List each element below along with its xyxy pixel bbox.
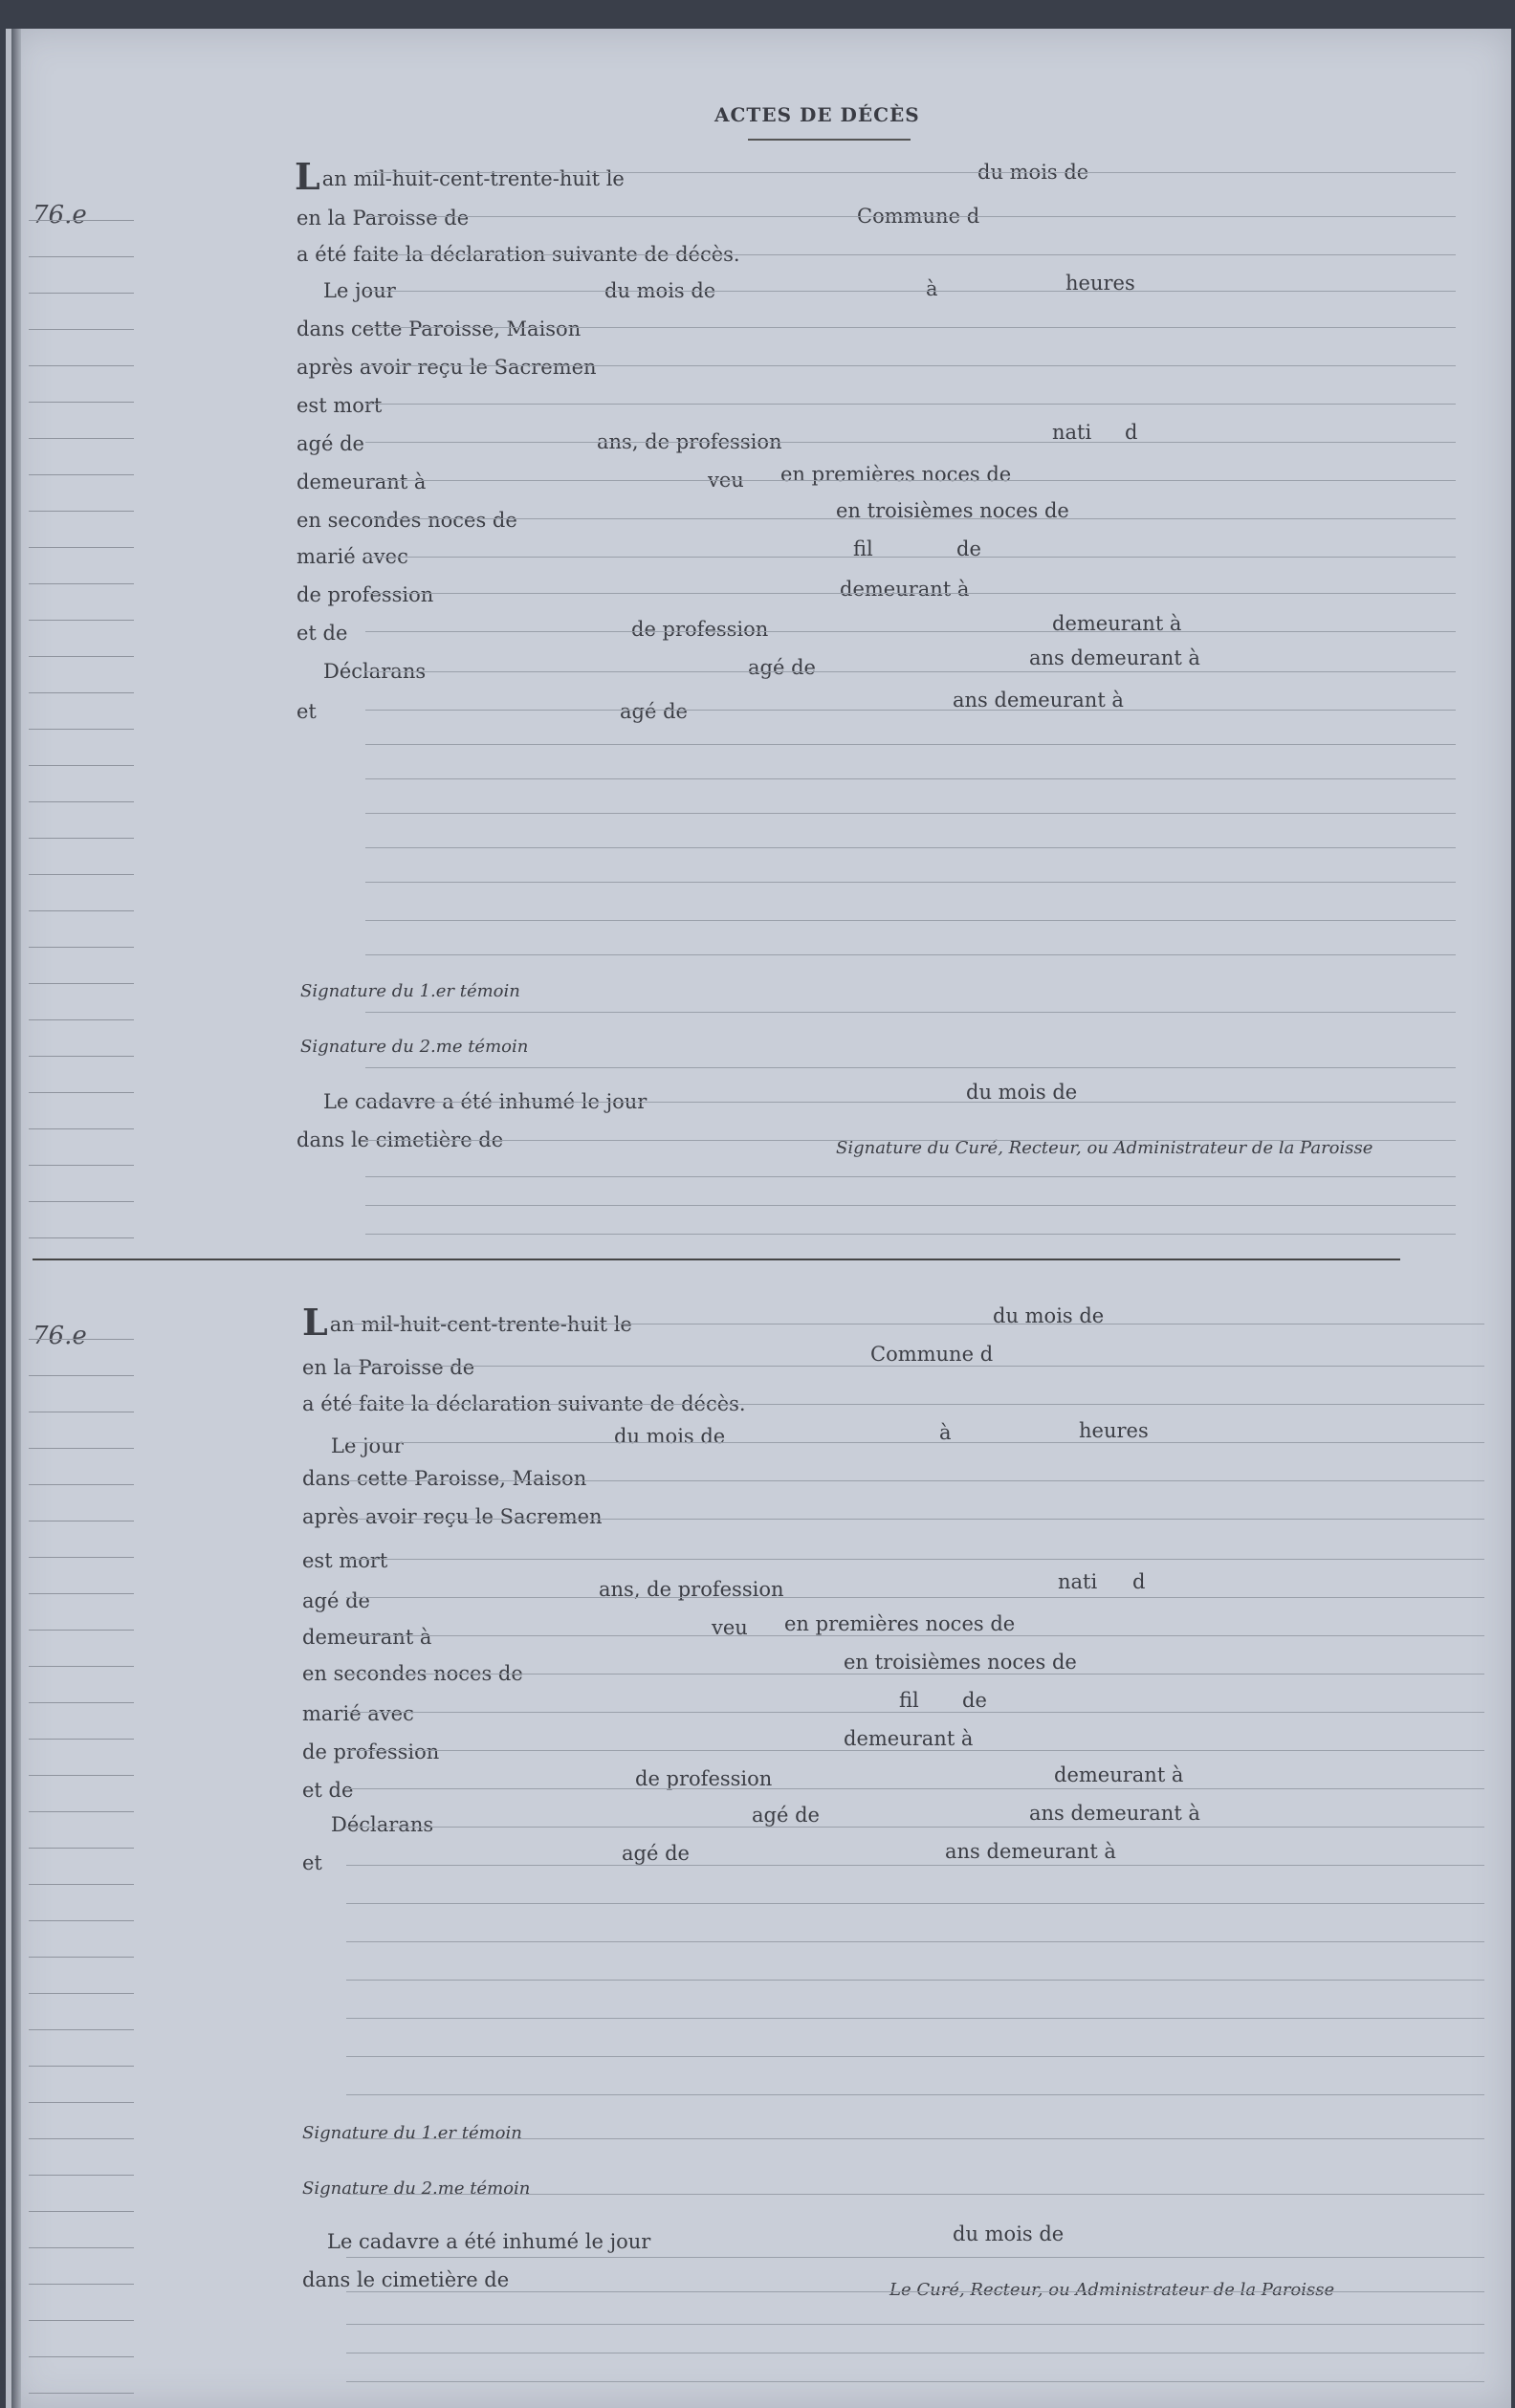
writing-rule xyxy=(365,744,1456,745)
writing-rule xyxy=(346,1712,1484,1713)
margin-rule xyxy=(29,2356,134,2357)
margin-rule xyxy=(29,692,134,693)
margin-rule xyxy=(29,1739,134,1740)
margin-rule xyxy=(29,1884,134,1885)
maison-label: dans cette Paroisse, Maison xyxy=(296,317,582,340)
du-mois-label: du mois de xyxy=(604,279,716,302)
veu-label: veu xyxy=(708,469,744,492)
writing-rule xyxy=(365,813,1456,814)
margin-rule xyxy=(29,1557,134,1558)
margin-rule xyxy=(29,1920,134,1921)
age-label: agé de xyxy=(748,656,816,679)
cimetiere-label: dans le cimetière de xyxy=(296,1128,504,1151)
veu-label: veu xyxy=(712,1616,748,1639)
writing-rule xyxy=(365,291,1456,292)
writing-rule xyxy=(346,1366,1484,1367)
margin-rule xyxy=(29,2138,134,2139)
du-mois-label: du mois de xyxy=(966,1081,1078,1104)
margin-rule xyxy=(29,1630,134,1631)
writing-rule xyxy=(365,557,1456,558)
profession-label: de profession xyxy=(296,583,434,606)
heures-label: heures xyxy=(1079,1419,1149,1442)
le-jour-label: Le jour xyxy=(331,1434,404,1457)
writing-rule xyxy=(346,1750,1484,1751)
writing-rule xyxy=(365,920,1456,921)
margin-rule xyxy=(29,2284,134,2285)
margin-rule xyxy=(29,2175,134,2176)
writing-rule xyxy=(365,631,1456,632)
du-mois-label: du mois de xyxy=(953,2222,1065,2245)
margin-rule xyxy=(29,838,134,839)
margin-rule xyxy=(29,1201,134,1202)
ans-demeurant-label: ans demeurant à xyxy=(1029,646,1200,669)
margin-rule xyxy=(29,365,134,366)
writing-rule xyxy=(346,2094,1484,2095)
declaration-label: a été faite la déclaration suivante de décès. xyxy=(302,1392,746,1415)
demeurant-label: demeurant à xyxy=(1054,1763,1184,1786)
commune-label: Commune d xyxy=(857,205,980,228)
writing-rule xyxy=(346,1404,1484,1405)
signature-witness-2-label: Signature du 2.me témoin xyxy=(300,1037,529,1057)
fil-label: fil xyxy=(853,537,873,560)
de-label: de xyxy=(962,1689,987,1712)
ans-demeurant-label: ans demeurant à xyxy=(953,689,1124,711)
ans-demeurant-label: ans demeurant à xyxy=(945,1840,1116,1863)
margin-rule xyxy=(29,1128,134,1129)
writing-rule xyxy=(365,442,1456,443)
demeurant-label: demeurant à xyxy=(844,1727,974,1750)
writing-rule xyxy=(365,518,1456,519)
margin-rule xyxy=(29,511,134,512)
margin-rule xyxy=(29,1811,134,1812)
margin-rule xyxy=(29,1666,134,1667)
margin-rule xyxy=(29,1339,134,1340)
du-mois-label: du mois de xyxy=(993,1304,1105,1327)
margin-rule xyxy=(29,765,134,766)
writing-rule xyxy=(365,671,1456,672)
writing-rule xyxy=(346,1827,1484,1828)
age-label: agé de xyxy=(620,700,688,723)
et-label: et xyxy=(302,1851,322,1874)
writing-rule xyxy=(346,1903,1484,1904)
act-number: 76.e xyxy=(33,201,87,230)
troisiemes-noces-label: en troisièmes noces de xyxy=(836,499,1069,522)
sacremen-label: après avoir reçu le Sacremen xyxy=(302,1505,603,1528)
ans-demeurant-label: ans demeurant à xyxy=(1029,1802,1200,1825)
writing-rule xyxy=(365,593,1456,594)
est-mort-label: est mort xyxy=(302,1549,388,1572)
writing-rule xyxy=(365,1102,1456,1103)
heures-label: heures xyxy=(1065,272,1135,295)
demeurant-label: demeurant à xyxy=(302,1626,432,1649)
register-page xyxy=(6,29,1511,2408)
writing-rule xyxy=(346,2194,1484,2195)
profession-label: de profession xyxy=(302,1740,440,1763)
demeurant-label: demeurant à xyxy=(1052,612,1182,635)
profession-label: ans, de profession xyxy=(599,1578,784,1601)
act-opening: Lan mil-huit-cent-trente-huit le xyxy=(295,155,625,198)
margin-rule xyxy=(29,1593,134,1594)
premieres-noces-label: en premières noces de xyxy=(780,463,1012,486)
writing-rule xyxy=(346,2257,1484,2258)
le-jour-label: Le jour xyxy=(323,279,396,302)
act-divider xyxy=(33,1259,1400,1260)
writing-rule xyxy=(346,1865,1484,1866)
margin-rule xyxy=(29,983,134,984)
secondes-noces-label: en secondes noces de xyxy=(296,509,517,532)
et-label: et xyxy=(296,700,317,723)
writing-rule xyxy=(346,1674,1484,1675)
cadavre-label: Le cadavre a été inhumé le jour xyxy=(327,2230,651,2253)
margin-rule xyxy=(29,1056,134,1057)
margin-rule xyxy=(29,2211,134,2212)
margin-rule xyxy=(29,2393,134,2394)
age-label: agé de xyxy=(296,432,364,455)
age-label: agé de xyxy=(302,1589,370,1612)
writing-rule xyxy=(365,480,1456,481)
declarans-label: Déclarans xyxy=(323,660,427,683)
signature-witness-2-label: Signature du 2.me témoin xyxy=(302,2178,531,2199)
margin-rule xyxy=(29,729,134,730)
writing-rule xyxy=(365,847,1456,848)
margin-rule xyxy=(29,293,134,294)
margin-rule xyxy=(29,438,134,439)
margin-rule xyxy=(29,547,134,548)
writing-rule xyxy=(365,1067,1456,1068)
cimetiere-label: dans le cimetière de xyxy=(302,2268,510,2291)
sacremen-label: après avoir reçu le Sacremen xyxy=(296,356,597,379)
margin-rule xyxy=(29,620,134,621)
margin-rule xyxy=(29,947,134,948)
writing-rule xyxy=(346,1941,1484,1942)
d-label: d xyxy=(1125,421,1138,444)
age-label: agé de xyxy=(752,1804,820,1827)
troisiemes-noces-label: en troisièmes noces de xyxy=(844,1651,1077,1674)
a-label: à xyxy=(926,277,938,300)
margin-rule xyxy=(29,1702,134,1703)
writing-rule xyxy=(346,1559,1484,1560)
margin-rule xyxy=(29,1165,134,1166)
margin-rule xyxy=(29,583,134,584)
writing-rule xyxy=(346,2138,1484,2139)
margin-rule xyxy=(29,2029,134,2030)
margin-rule xyxy=(29,1848,134,1849)
margin-rule xyxy=(29,1775,134,1776)
writing-rule xyxy=(365,216,1456,217)
margin-rule xyxy=(29,474,134,475)
du-mois-label: du mois de xyxy=(977,161,1089,184)
margin-rule xyxy=(29,1375,134,1376)
writing-rule xyxy=(346,1635,1484,1636)
writing-rule xyxy=(346,1480,1484,1481)
fil-label: fil xyxy=(899,1689,919,1712)
writing-rule xyxy=(346,2056,1484,2057)
et-de-label: et de xyxy=(302,1779,354,1802)
writing-rule xyxy=(365,1140,1456,1141)
writing-rule xyxy=(365,954,1456,955)
margin-rule xyxy=(29,2320,134,2321)
writing-rule xyxy=(365,1234,1456,1235)
writing-rule xyxy=(365,327,1456,328)
writing-rule xyxy=(365,172,1456,173)
writing-rule xyxy=(365,778,1456,779)
paroisse-label: en la Paroisse de xyxy=(296,207,470,230)
age-label: agé de xyxy=(622,1842,690,1865)
margin-rule xyxy=(29,910,134,911)
margin-rule xyxy=(29,256,134,257)
profession-label: de profession xyxy=(635,1767,773,1790)
writing-rule xyxy=(365,254,1456,255)
writing-rule xyxy=(346,2381,1484,2382)
page-spine xyxy=(11,29,21,2408)
maison-label: dans cette Paroisse, Maison xyxy=(302,1467,587,1490)
writing-rule xyxy=(346,1980,1484,1981)
writing-rule xyxy=(346,2291,1484,2292)
declaration-label: a été faite la déclaration suivante de décès. xyxy=(296,243,740,266)
et-de-label: et de xyxy=(296,622,348,645)
profession-label: de profession xyxy=(631,618,769,641)
margin-rule xyxy=(29,2247,134,2248)
secondes-noces-label: en secondes noces de xyxy=(302,1662,523,1685)
commune-label: Commune d xyxy=(870,1343,994,1366)
margin-rule xyxy=(29,220,134,221)
est-mort-label: est mort xyxy=(296,394,383,417)
signature-cure-label: Signature du Curé, Recteur, ou Administrateur de la Paroisse xyxy=(836,1138,1373,1158)
act-opening: Lan mil-huit-cent-trente-huit le xyxy=(302,1301,632,1344)
declarans-label: Déclarans xyxy=(331,1813,434,1836)
margin-rule xyxy=(29,1957,134,1958)
profession-label: ans, de profession xyxy=(597,430,782,453)
premieres-noces-label: en premières noces de xyxy=(784,1612,1016,1635)
margin-rule xyxy=(29,1993,134,1994)
writing-rule xyxy=(365,365,1456,366)
nati-label: nati xyxy=(1058,1570,1098,1593)
writing-rule xyxy=(346,2018,1484,2019)
paroisse-label: en la Paroisse de xyxy=(302,1356,475,1379)
d-label: d xyxy=(1132,1570,1146,1593)
margin-rule xyxy=(29,1019,134,1020)
signature-cure-label: Le Curé, Recteur, ou Administrateur de la Paroisse xyxy=(889,2280,1335,2300)
margin-rule xyxy=(29,801,134,802)
margin-rule xyxy=(29,1237,134,1238)
demeurant-label: demeurant à xyxy=(296,471,427,493)
page-title: ACTES DE DÉCÈS xyxy=(714,103,920,126)
margin-rule xyxy=(29,1484,134,1485)
margin-rule xyxy=(29,656,134,657)
writing-rule xyxy=(365,404,1456,405)
writing-rule xyxy=(365,1012,1456,1013)
writing-rule xyxy=(346,1519,1484,1520)
demeurant-label: demeurant à xyxy=(840,578,970,601)
margin-rule xyxy=(29,2102,134,2103)
du-mois-label: du mois de xyxy=(614,1425,726,1448)
writing-rule xyxy=(346,1597,1484,1598)
signature-witness-1-label: Signature du 1.er témoin xyxy=(302,2123,522,2143)
de-label: de xyxy=(956,537,981,560)
marie-label: marié avec xyxy=(296,545,408,568)
act-number: 76.e xyxy=(33,1322,87,1350)
margin-rule xyxy=(29,1092,134,1093)
writing-rule xyxy=(346,1442,1484,1443)
writing-rule xyxy=(346,2324,1484,2325)
writing-rule xyxy=(365,882,1456,883)
marie-label: marié avec xyxy=(302,1702,414,1725)
signature-witness-1-label: Signature du 1.er témoin xyxy=(300,981,520,1001)
margin-rule xyxy=(29,329,134,330)
title-underline xyxy=(748,139,911,141)
margin-rule xyxy=(29,1448,134,1449)
margin-rule xyxy=(29,402,134,403)
margin-rule xyxy=(29,874,134,875)
nati-label: nati xyxy=(1052,421,1092,444)
a-label: à xyxy=(939,1421,952,1444)
writing-rule xyxy=(365,1176,1456,1177)
writing-rule xyxy=(346,1788,1484,1789)
cadavre-label: Le cadavre a été inhumé le jour xyxy=(323,1090,648,1113)
margin-rule xyxy=(29,2066,134,2067)
writing-rule xyxy=(365,710,1456,711)
writing-rule xyxy=(365,1205,1456,1206)
